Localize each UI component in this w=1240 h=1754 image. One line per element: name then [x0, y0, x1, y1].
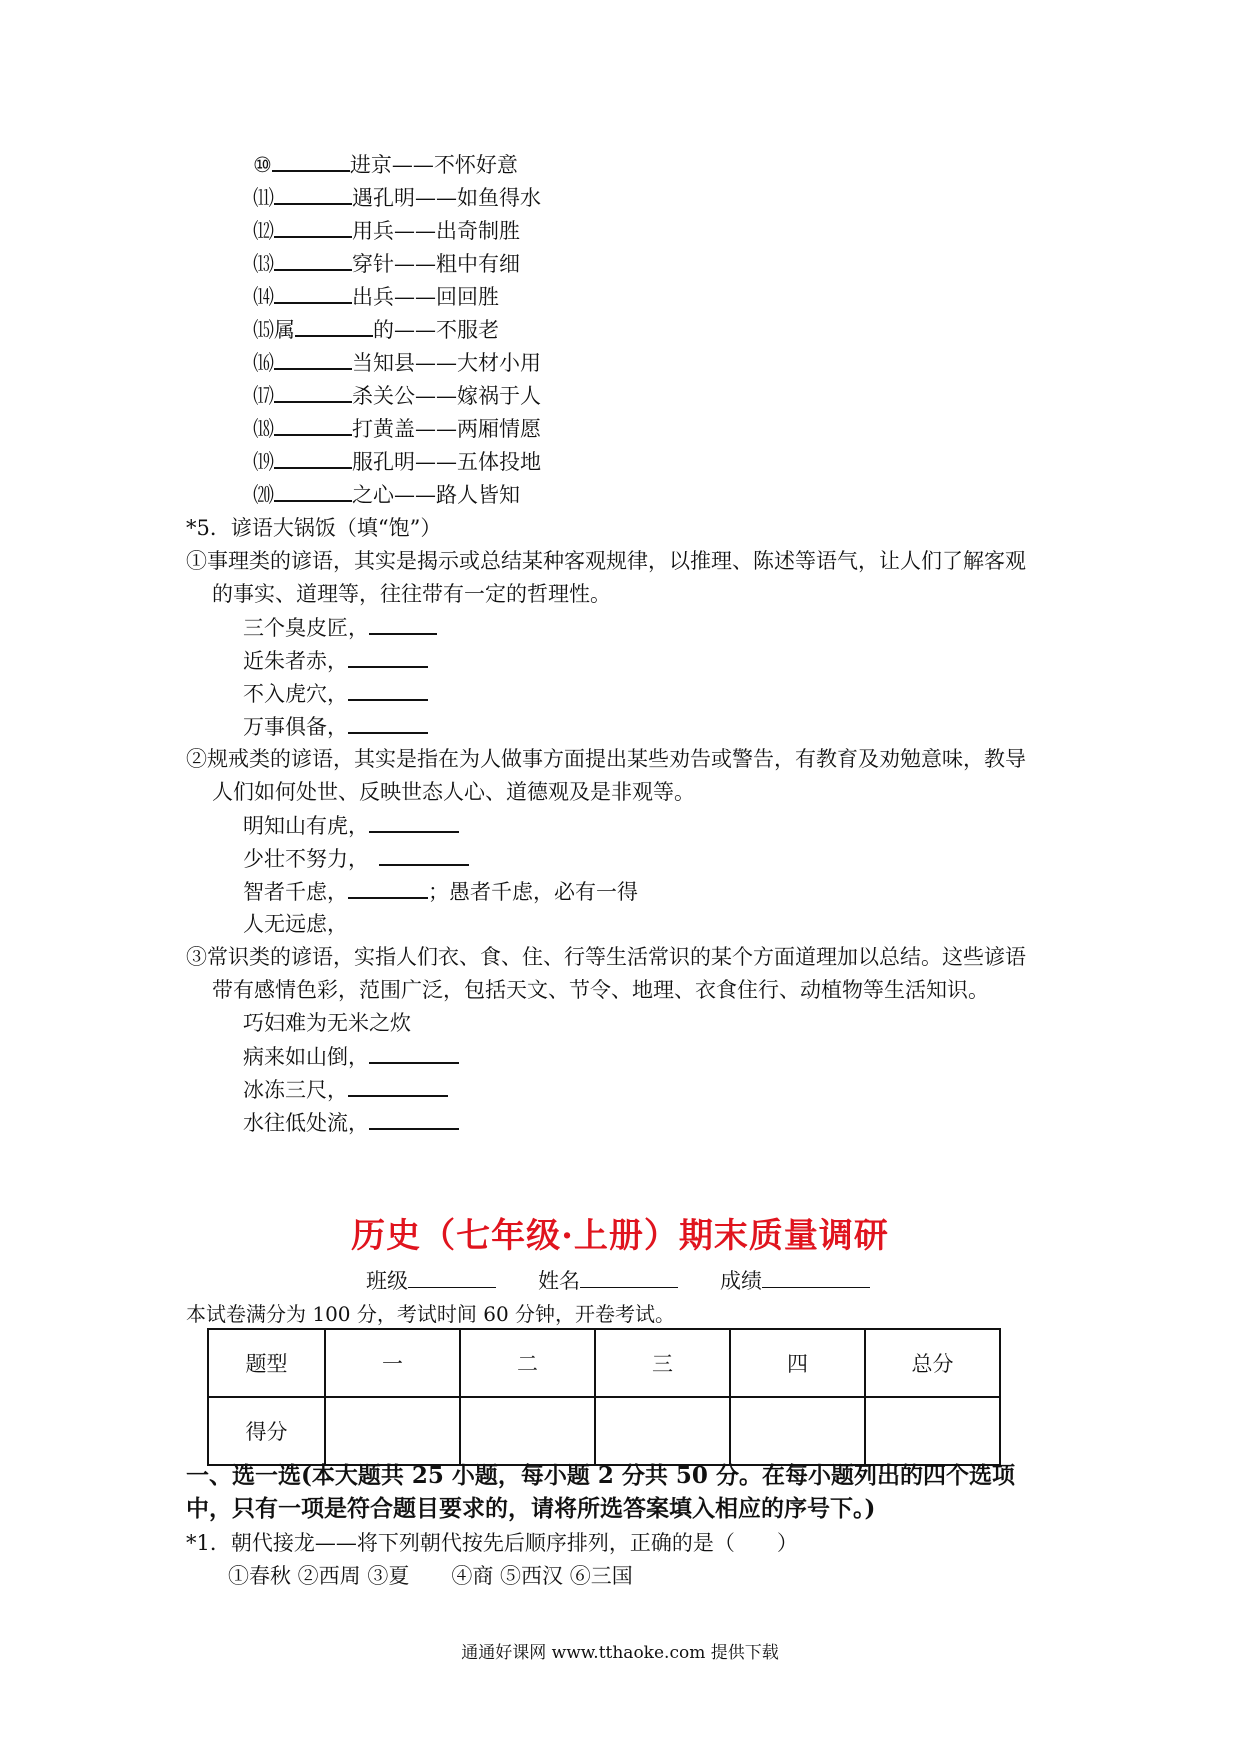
answer-blank[interactable]	[274, 183, 352, 205]
item-text: 之心——路人皆知	[352, 483, 520, 507]
table-header: 三	[595, 1329, 730, 1397]
fill-item-13	[253, 249, 520, 278]
score-label: 成绩	[720, 1269, 762, 1293]
answer-blank[interactable]	[369, 1042, 459, 1064]
paragraph-line: 的事实、道理等，往往带有一定的哲理性。	[212, 582, 611, 606]
answer-blank[interactable]	[348, 1075, 448, 1097]
item-text: 穿针——粗中有细	[352, 252, 520, 276]
item-number: ⒇	[253, 483, 274, 507]
answer-blank[interactable]	[348, 679, 428, 701]
item-text: 的——不服老	[373, 318, 499, 342]
score-row-label: 得分	[208, 1397, 325, 1465]
item-text: 出兵——回回胜	[352, 285, 499, 309]
question-1-options: ①春秋 ②西周 ③夏 ④商 ⑤西汉 ⑥三国	[228, 1564, 633, 1588]
item-text: 杀关公——嫁祸于人	[352, 384, 541, 408]
fill-item-10	[253, 150, 518, 179]
fill-item-12	[253, 216, 520, 245]
score-cell[interactable]	[730, 1397, 865, 1465]
proverb-text: 不入虎穴，	[243, 682, 348, 706]
proverb-text: 近朱者赤，	[243, 649, 348, 673]
proverb-item: 巧妇难为无米之炊	[243, 1011, 411, 1035]
proverb-item	[243, 1042, 459, 1071]
fill-item-11	[253, 183, 541, 212]
proverb-item: 人无远虑，	[243, 912, 348, 936]
score-cell[interactable]	[595, 1397, 730, 1465]
answer-blank[interactable]	[295, 315, 373, 337]
item-number: ⑿	[253, 219, 274, 243]
proverb-text: 水往低处流，	[243, 1111, 369, 1135]
item-number: ⒀	[253, 252, 274, 276]
proverb-item	[243, 844, 469, 873]
item-number: ⑾	[253, 186, 274, 210]
table-header-row	[208, 1329, 1000, 1397]
item-number: ⒅	[253, 417, 274, 441]
answer-blank[interactable]	[274, 447, 352, 469]
answer-blank[interactable]	[348, 646, 428, 668]
part1-heading: 一、选一选(本大题共 25 小题，每小题 2 分共 50 分。在每小题列出的四个选项	[186, 1462, 1015, 1489]
fill-item-17	[253, 381, 541, 410]
score-cell[interactable]	[460, 1397, 595, 1465]
table-header: 总分	[865, 1329, 1000, 1397]
answer-blank[interactable]	[274, 282, 352, 304]
paragraph-line: 人们如何处世、反映世态人心、道德观及是非观等。	[212, 780, 695, 804]
answer-blank[interactable]	[274, 480, 352, 502]
name-field[interactable]	[580, 1267, 678, 1288]
proverb-item	[243, 646, 428, 675]
answer-blank[interactable]	[274, 414, 352, 436]
proverb-item	[243, 877, 638, 906]
fill-item-15	[253, 315, 499, 344]
score-table	[207, 1328, 1001, 1466]
proverb-item	[243, 679, 428, 708]
proverb-text: 少壮不努力，	[243, 847, 369, 871]
item-text: 打黄盖——两厢情愿	[352, 417, 541, 441]
proverb-text: 万事俱备，	[243, 715, 348, 739]
class-label: 班级	[366, 1269, 408, 1293]
student-info-row	[366, 1267, 870, 1295]
paragraph-line: ②规戒类的谚语，其实是指在为人做事方面提出某些劝告或警告，有教育及劝勉意味，教导	[186, 747, 1026, 771]
item-prefix: 属	[274, 318, 295, 342]
proverb-item	[243, 1075, 448, 1104]
fill-item-14	[253, 282, 499, 311]
proverb-item	[243, 712, 428, 741]
proverb-item	[243, 1108, 459, 1137]
proverb-text: 明知山有虎，	[243, 814, 369, 838]
answer-blank[interactable]	[274, 381, 352, 403]
section-heading: *5．谚语大锅饭（填“饱”）	[186, 516, 442, 540]
table-header: 一	[325, 1329, 460, 1397]
score-cell[interactable]	[325, 1397, 460, 1465]
table-header: 四	[730, 1329, 865, 1397]
answer-blank[interactable]	[369, 613, 437, 635]
item-number: ⒁	[253, 285, 274, 309]
table-header: 二	[460, 1329, 595, 1397]
question-1: *1．朝代接龙——将下列朝代按先后顺序排列，正确的是（ ）	[186, 1531, 798, 1555]
score-row	[208, 1397, 1000, 1465]
exam-title: 历史（七年级·上册）期末质量调研	[351, 1216, 889, 1256]
item-number: ⒃	[253, 351, 274, 375]
proverb-text: ；愚者千虑，必有一得	[428, 880, 638, 904]
item-text: 进京——不怀好意	[349, 153, 518, 177]
item-number: ⒂	[253, 318, 274, 342]
fill-item-16	[253, 348, 541, 377]
class-field[interactable]	[408, 1267, 496, 1288]
proverb-item	[243, 811, 459, 840]
answer-blank[interactable]	[274, 348, 352, 370]
part1-heading-cont: 中，只有一项是符合题目要求的，请将所选答案填入相应的序号下。)	[186, 1495, 876, 1522]
fill-item-19	[253, 447, 541, 476]
fill-item-18	[253, 414, 541, 443]
item-text: 用兵——出奇制胜	[352, 219, 520, 243]
proverb-text: 病来如山倒，	[243, 1045, 369, 1069]
answer-blank[interactable]	[379, 844, 469, 866]
table-header: 题型	[208, 1329, 325, 1397]
answer-blank[interactable]	[369, 1108, 459, 1130]
proverb-text: 冰冻三尺，	[243, 1078, 348, 1102]
answer-blank[interactable]	[369, 811, 459, 833]
answer-blank[interactable]	[348, 712, 428, 734]
fill-item-20	[253, 480, 520, 509]
score-field[interactable]	[762, 1267, 870, 1288]
answer-blank[interactable]	[274, 216, 352, 238]
score-cell[interactable]	[865, 1397, 1000, 1465]
proverb-text: 三个臭皮匠，	[243, 616, 369, 640]
item-number: ⒄	[253, 384, 274, 408]
answer-blank[interactable]	[274, 249, 352, 271]
item-text: 当知县——大材小用	[352, 351, 541, 375]
paragraph-line: 带有感情色彩，范围广泛，包括天文、节令、地理、衣食住行、动植物等生活知识。	[212, 978, 989, 1002]
item-text: 服孔明——五体投地	[352, 450, 541, 474]
proverb-item	[243, 613, 437, 642]
page-footer: 通通好课网 www.tthaoke.com 提供下载	[461, 1643, 779, 1663]
item-text: 遇孔明——如鱼得水	[352, 186, 541, 210]
paragraph-line: ③常识类的谚语，实指人们衣、食、住、行等生活常识的某个方面道理加以总结。这些谚语	[186, 945, 1026, 969]
exam-note: 本试卷满分为 100 分，考试时间 60 分钟，开卷考试。	[186, 1302, 676, 1326]
answer-blank[interactable]	[272, 150, 350, 172]
name-label: 姓名	[538, 1269, 580, 1293]
paragraph-line: ①事理类的谚语，其实是揭示或总结某种客观规律，以推理、陈述等语气，让人们了解客观	[186, 549, 1026, 573]
answer-blank[interactable]	[348, 877, 428, 899]
item-number: ⒆	[253, 450, 274, 474]
proverb-text: 智者千虑，	[243, 880, 348, 904]
item-number: ⑩	[253, 153, 272, 177]
